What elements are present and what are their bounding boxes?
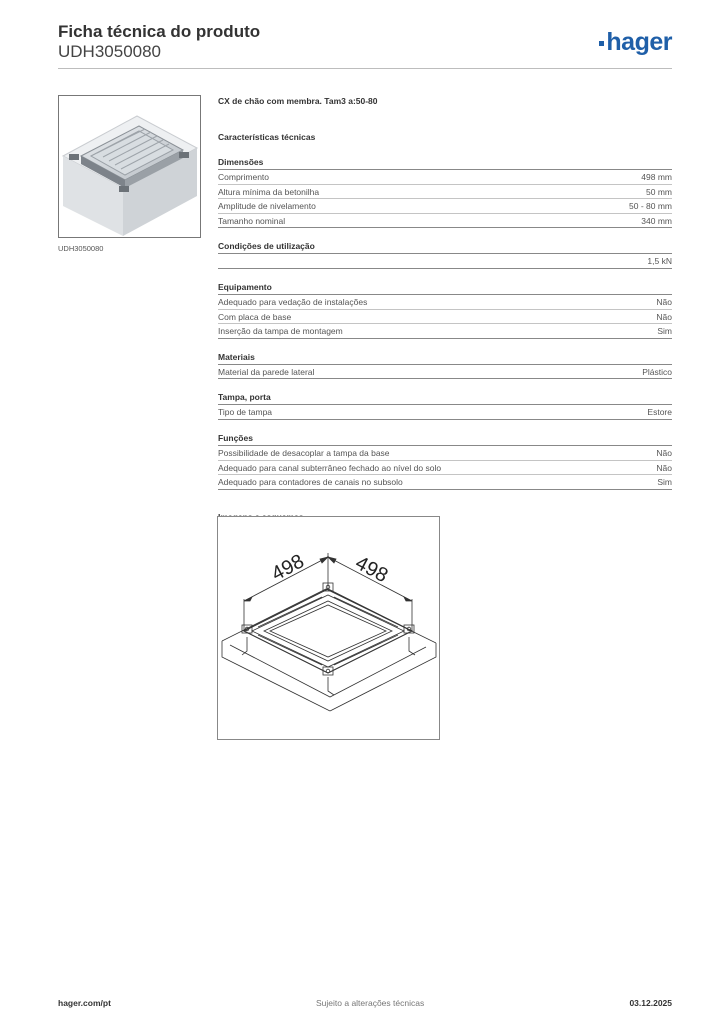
group-title: Condições de utilização	[218, 241, 672, 254]
spec-row	[218, 170, 672, 185]
spec-value: Não	[656, 447, 672, 458]
spec-row	[218, 365, 672, 380]
document-header	[58, 20, 672, 70]
product-description: CX de chão com membra. Tam3 a:50-80	[218, 96, 378, 106]
spec-row	[218, 324, 672, 339]
group-title: Materiais	[218, 352, 672, 365]
group-cover-door	[218, 392, 672, 420]
footer-website-link[interactable]: hager.com/pt	[58, 998, 111, 1008]
group-title: Funções	[218, 433, 672, 446]
spec-value: 50 - 80 mm	[629, 201, 672, 212]
footer-note: Sujeito a alterações técnicas	[316, 998, 425, 1008]
header-divider	[58, 68, 672, 69]
spec-value: Não	[656, 296, 672, 307]
group-dimensions	[218, 157, 672, 228]
spec-row	[218, 446, 672, 461]
spec-row	[218, 405, 672, 420]
dimension-label-left: 498	[268, 550, 308, 586]
logo-dot-icon	[599, 41, 604, 46]
document-title: Ficha técnica do produto	[58, 22, 261, 41]
spec-row	[218, 185, 672, 200]
group-materials	[218, 352, 672, 380]
group-equipment	[218, 282, 672, 339]
spec-value: Sim	[657, 326, 672, 337]
spec-value: Sim	[657, 477, 672, 488]
product-photo-caption: UDH3050080	[58, 244, 104, 253]
spec-label: Amplitude de nivelamento	[218, 201, 316, 212]
spec-value: 50 mm	[646, 186, 672, 197]
dimension-drawing	[218, 517, 439, 739]
spec-row	[218, 254, 672, 269]
spec-label: Tipo de tampa	[218, 407, 273, 418]
product-code: UDH3050080	[58, 42, 162, 61]
specifications	[218, 96, 672, 522]
dimension-diagram	[217, 516, 440, 740]
floor-box-photo-illustration	[59, 96, 200, 237]
dimension-label-right: 498	[351, 551, 392, 588]
spec-value: Plástico	[642, 366, 672, 377]
footer-date: 03.12.2025	[629, 998, 672, 1008]
spec-label: Altura mínima da betonilha	[218, 186, 320, 197]
logo-text: hager	[606, 28, 672, 56]
spec-value: 1,5 kN	[647, 256, 672, 267]
spec-label: Inserção da tampa de montagem	[218, 326, 343, 337]
group-title: Equipamento	[218, 282, 672, 295]
spec-value: Não	[656, 311, 672, 322]
group-usage-conditions	[218, 241, 672, 269]
spec-value: Estore	[647, 407, 672, 418]
spec-value: Não	[656, 462, 672, 473]
spec-label: Comprimento	[218, 172, 270, 182]
hager-logo	[599, 28, 672, 57]
group-title: Dimensões	[218, 157, 672, 170]
spec-label: Possibilidade de desacoplar a tampa da base	[218, 447, 390, 458]
spec-row	[218, 214, 672, 229]
spec-label: Tamanho nominal	[218, 215, 286, 226]
spec-row	[218, 475, 672, 490]
spec-value: 498 mm	[641, 172, 672, 182]
spec-label: Com placa de base	[218, 311, 292, 322]
spec-row	[218, 461, 672, 476]
spec-label: Adequado para vedação de instalações	[218, 296, 368, 307]
spec-value: 340 mm	[641, 215, 672, 226]
group-title: Tampa, porta	[218, 392, 672, 405]
technical-characteristics-heading: Características técnicas	[218, 132, 316, 142]
spec-row	[218, 199, 672, 214]
spec-row	[218, 295, 672, 310]
spec-label: Adequado para canal subterrâneo fechado ao nível do solo	[218, 462, 442, 473]
group-functions	[218, 433, 672, 490]
product-photo	[58, 95, 201, 238]
spec-label: Adequado para contadores de canais no subsolo	[218, 477, 403, 488]
spec-row	[218, 310, 672, 325]
spec-label: Material da parede lateral	[218, 366, 315, 377]
